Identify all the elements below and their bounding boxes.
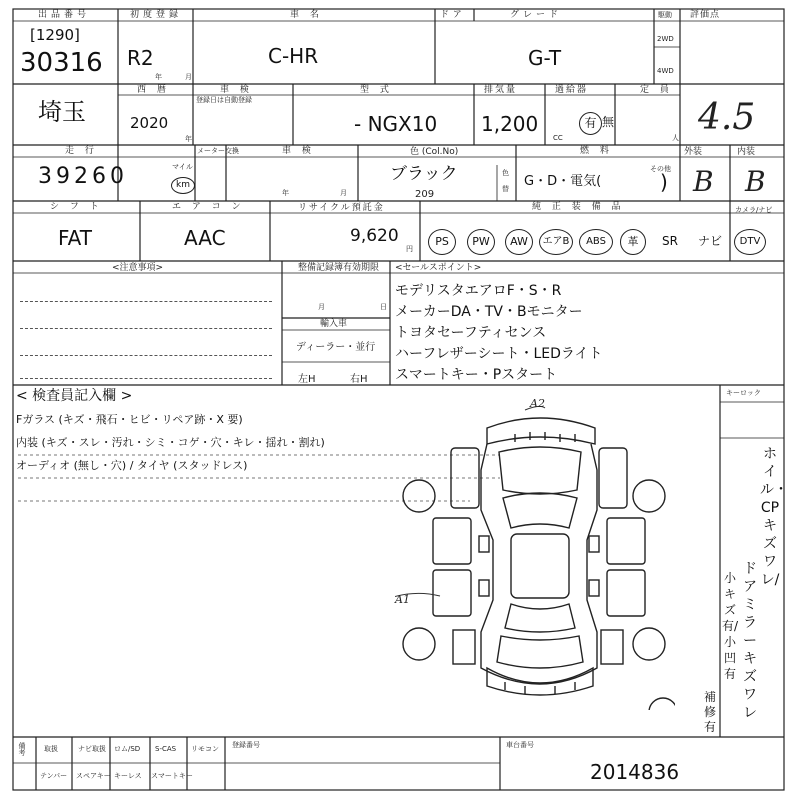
drive-4wd: 4WD	[657, 67, 674, 75]
notes-line	[20, 355, 272, 356]
grade-label: グレード	[510, 10, 563, 20]
turbo-label: 過給器	[555, 85, 589, 95]
warranty-day: 日	[380, 303, 387, 311]
footer-side-label: 備考	[18, 742, 26, 756]
fuel-close: )	[660, 170, 668, 194]
meter-label: メーター交換	[197, 147, 239, 155]
equip-pw: PW	[467, 229, 495, 255]
aircon-value: AAC	[184, 226, 226, 250]
equipment-label: 純 正 装 備 品	[532, 202, 625, 212]
model-type-label: 型 式	[360, 85, 393, 95]
footer-item: リモコン	[191, 745, 219, 753]
inspector-interior: 内装 (キズ・スレ・汚れ・シミ・コゲ・穴・キレ・揺れ・割れ)	[16, 436, 325, 449]
exterior-label: 外装	[684, 147, 703, 157]
first-reg-label: 初度登録	[130, 10, 183, 20]
exterior-value: B	[693, 165, 714, 198]
footer-item: スマートキー	[151, 772, 193, 780]
equip-aw: AW	[505, 229, 533, 255]
footer-reg-label: 登録番号	[232, 741, 260, 749]
year-value: 2020	[130, 114, 169, 132]
score-label: 評価点	[690, 10, 721, 20]
year-label: 西 暦	[137, 85, 170, 95]
equip-navi: ナビ	[698, 234, 723, 248]
inspection-date-year: 年	[282, 189, 289, 197]
diagram-mark-top: A2	[530, 397, 545, 410]
drive-label: 駆動	[658, 11, 672, 19]
equipment-extra: カメラ/ナビ	[735, 206, 773, 214]
import-label: 輸入車	[320, 319, 348, 329]
footer-item: ナビ取扱	[78, 745, 106, 753]
shift-label: シ フ ト	[50, 202, 103, 212]
year-unit: 年	[185, 135, 192, 143]
equip-abs: ABS	[579, 229, 613, 255]
inspector-audio: オーディオ (無し・穴) / タイヤ (スタッドレス)	[16, 459, 248, 472]
color-value: ブラック	[390, 164, 458, 184]
import-dealer: ディーラー・並行	[296, 342, 376, 353]
car-diagram	[395, 397, 675, 710]
equip-dtv: DTV	[734, 229, 766, 255]
lot-label: 出品番号	[38, 10, 91, 20]
footer-item: スペアキー	[76, 772, 111, 780]
warranty-label: 整備記録簿有効期限	[298, 263, 380, 273]
turbo-yes: 有	[579, 112, 602, 135]
region-value: 埼玉	[38, 98, 86, 126]
side-note-col4: 補修有	[703, 690, 716, 734]
equip-ps: PS	[428, 229, 456, 255]
diagram-mark-left: A1	[395, 593, 410, 606]
fuel-other: その他	[650, 165, 671, 173]
sales-point-line: メーカーDA・TV・Bモニター	[395, 304, 583, 320]
mileage-digits	[38, 166, 128, 188]
score-value: 4.5	[698, 97, 756, 138]
door-label: ドア	[440, 10, 466, 20]
grade-value: G-T	[528, 46, 562, 70]
color-change-1: 色	[502, 169, 509, 177]
key-lock-label: キーロック	[726, 389, 761, 397]
sales-point-line: スマートキー・Pスタート	[395, 367, 558, 383]
lot-sub: [1290]	[30, 26, 80, 44]
inspection-date-month: 月	[340, 189, 347, 197]
model-type-value: - NGX10	[354, 112, 438, 136]
fuel-value: G・D・電気(	[524, 174, 602, 189]
mileage-digit: 0	[110, 164, 128, 189]
footer-item: 取扱	[44, 745, 58, 753]
side-note-col1: ホイル・CPキズワレ/	[760, 446, 788, 588]
displacement-unit: CC	[553, 134, 563, 142]
mileage-unit-km: km	[171, 177, 195, 194]
shift-value: FAT	[58, 226, 93, 250]
inspector-glass: Fガラス (キズ・飛石・ヒビ・リペア跡・X 要)	[16, 413, 243, 426]
inspector-label: < 検査員記入欄 >	[16, 388, 133, 404]
turbo-no: 無	[602, 115, 615, 129]
side-note-col3: 小キズ有/小凹有	[721, 571, 739, 681]
first-reg-value: R2	[127, 46, 154, 70]
notes-label: <注意事項>	[112, 263, 164, 273]
equip-sr: SR	[662, 234, 678, 248]
fuel-label: 燃 料	[580, 146, 613, 156]
sales-points-label: <セールスポイント>	[395, 263, 482, 273]
recycle-label: リサイクル預託金	[298, 203, 385, 213]
first-reg-month-unit: 月	[185, 73, 192, 81]
sales-point-line: ハーフレザーシート・LEDライト	[395, 346, 603, 362]
mileage-unit-mile: マイル	[172, 163, 193, 171]
first-reg-year-unit: 年	[155, 73, 162, 81]
mileage-digit: 6	[92, 164, 110, 189]
mileage-digit: 2	[74, 164, 92, 189]
sales-point-line: モデリスタエアロF・S・R	[395, 283, 562, 299]
recycle-unit: 円	[406, 245, 413, 253]
inspection-date-label: 車 検	[282, 146, 315, 156]
sales-point-line: トヨタセーフティセンス	[395, 325, 547, 341]
footer-item: S-CAS	[155, 745, 177, 753]
capacity-unit: 人	[672, 134, 679, 142]
import-left: 左H	[298, 374, 316, 385]
notes-line	[20, 378, 272, 379]
interior-value: B	[745, 165, 766, 198]
mileage-label: 走 行	[65, 146, 98, 156]
drive-2wd: 2WD	[657, 35, 674, 43]
footer-item: キーレス	[114, 772, 142, 780]
lot-number: 30316	[20, 48, 103, 78]
aircon-label: エ ア コ ン	[172, 202, 245, 212]
color-label: 色 (Col.No)	[410, 147, 459, 157]
car-name-value: C-HR	[268, 44, 319, 68]
color-code: 209	[415, 189, 435, 200]
footer-serial: 2014836	[590, 760, 680, 784]
recycle-value: 9,620	[350, 226, 399, 246]
capacity-label: 定 員	[640, 85, 673, 95]
inspection-label: 車 検	[220, 85, 253, 95]
notes-line	[20, 328, 272, 329]
mileage-digit: 3	[38, 164, 56, 189]
interior-label: 内装	[737, 147, 756, 157]
side-note-col2: ドアミラーキズワレ	[743, 561, 757, 721]
footer-item: テンパー	[40, 772, 68, 780]
footer-serial-label: 車台番号	[506, 741, 534, 749]
color-change-2: 替	[502, 185, 509, 193]
equip-leather: 革	[620, 229, 646, 255]
notes-line	[20, 301, 272, 302]
mileage-digit: 9	[56, 164, 74, 189]
car-name-label: 車 名	[290, 10, 323, 20]
equip-airbag: エアB	[539, 229, 573, 255]
warranty-month: 月	[318, 303, 325, 311]
displacement-value: 1,200	[481, 112, 539, 136]
import-right: 右H	[350, 374, 368, 385]
inspection-sub: 登録日は自動登録	[196, 96, 252, 104]
footer-item: ロム/SD	[114, 745, 141, 753]
displacement-label: 排気量	[484, 85, 518, 95]
